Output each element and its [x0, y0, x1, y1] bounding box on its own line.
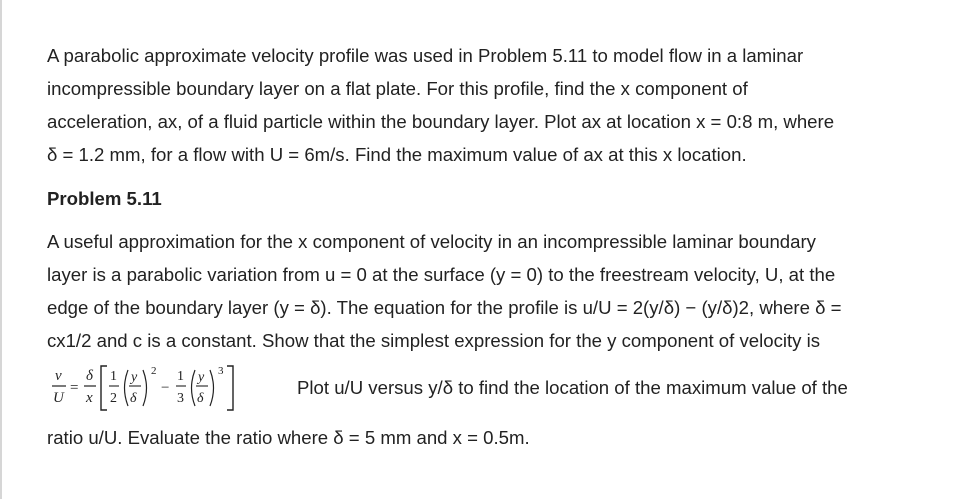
reference-line-2: layer is a parabolic variation from u = 0 at the surface (y = 0) to the freestream velocity, U, at the [47, 264, 836, 285]
formula-v: v [55, 368, 62, 384]
problem-line-4: δ = 1.2 mm, for a flow with U = 6m/s. Find the maximum value of ax at this x location. [47, 144, 747, 165]
formula-exponent-3: 3 [218, 365, 224, 377]
formula-exponent-2: 2 [151, 365, 157, 377]
formula-one-a: 1 [110, 369, 117, 384]
problem-line-3: acceleration, ax, of a fluid particle within the boundary layer. Plot ax at location x = 0:8 m, where [47, 111, 835, 132]
formula-y-2: y [198, 370, 205, 385]
reference-statement [47, 225, 952, 357]
formula-x: x [86, 390, 93, 406]
problem-line-1: A parabolic approximate velocity profile was used in Problem 5.11 to model flow in a laminar [47, 45, 804, 66]
velocity-formula [49, 360, 289, 418]
formula-trailing-text: Plot u/U versus y/δ to find the location of the maximum value of the [297, 377, 848, 398]
reference-line-3: edge of the boundary layer (y = δ). The equation for the profile is u/U = 2(y/δ) − (y/δ)2, where δ = [47, 297, 842, 318]
formula-minus: − [161, 380, 170, 396]
reference-line-1: A useful approximation for the x component of velocity in an incompressible laminar boundary [47, 231, 816, 252]
reference-heading: Problem 5.11 [47, 188, 162, 209]
formula-paren-close-1 [143, 370, 147, 406]
formula-equals: = [70, 380, 79, 396]
formula-left-bracket [101, 366, 107, 410]
formula-three: 3 [177, 391, 184, 406]
formula-paren-open-2 [192, 370, 196, 406]
formula-right-bracket [227, 366, 233, 410]
formula-y-1: y [131, 370, 138, 385]
formula-delta-2: δ [197, 391, 204, 406]
problem-statement [47, 39, 952, 171]
reference-last-line: ratio u/U. Evaluate the ratio where δ = 5 mm and x = 0.5m. [47, 427, 530, 448]
formula-one-b: 1 [177, 369, 184, 384]
reference-line-4: cx1/2 and c is a constant. Show that the simplest expression for the y component of velocity is [47, 330, 821, 351]
formula-two: 2 [110, 391, 117, 406]
formula-delta: δ [86, 368, 93, 384]
problem-line-2: incompressible boundary layer on a flat plate. For this profile, find the x component of [47, 78, 748, 99]
formula-line [47, 358, 952, 418]
formula-paren-close-2 [210, 370, 214, 406]
formula-U: U [53, 390, 64, 406]
formula-delta-1: δ [130, 391, 137, 406]
formula-paren-open-1 [125, 370, 129, 406]
